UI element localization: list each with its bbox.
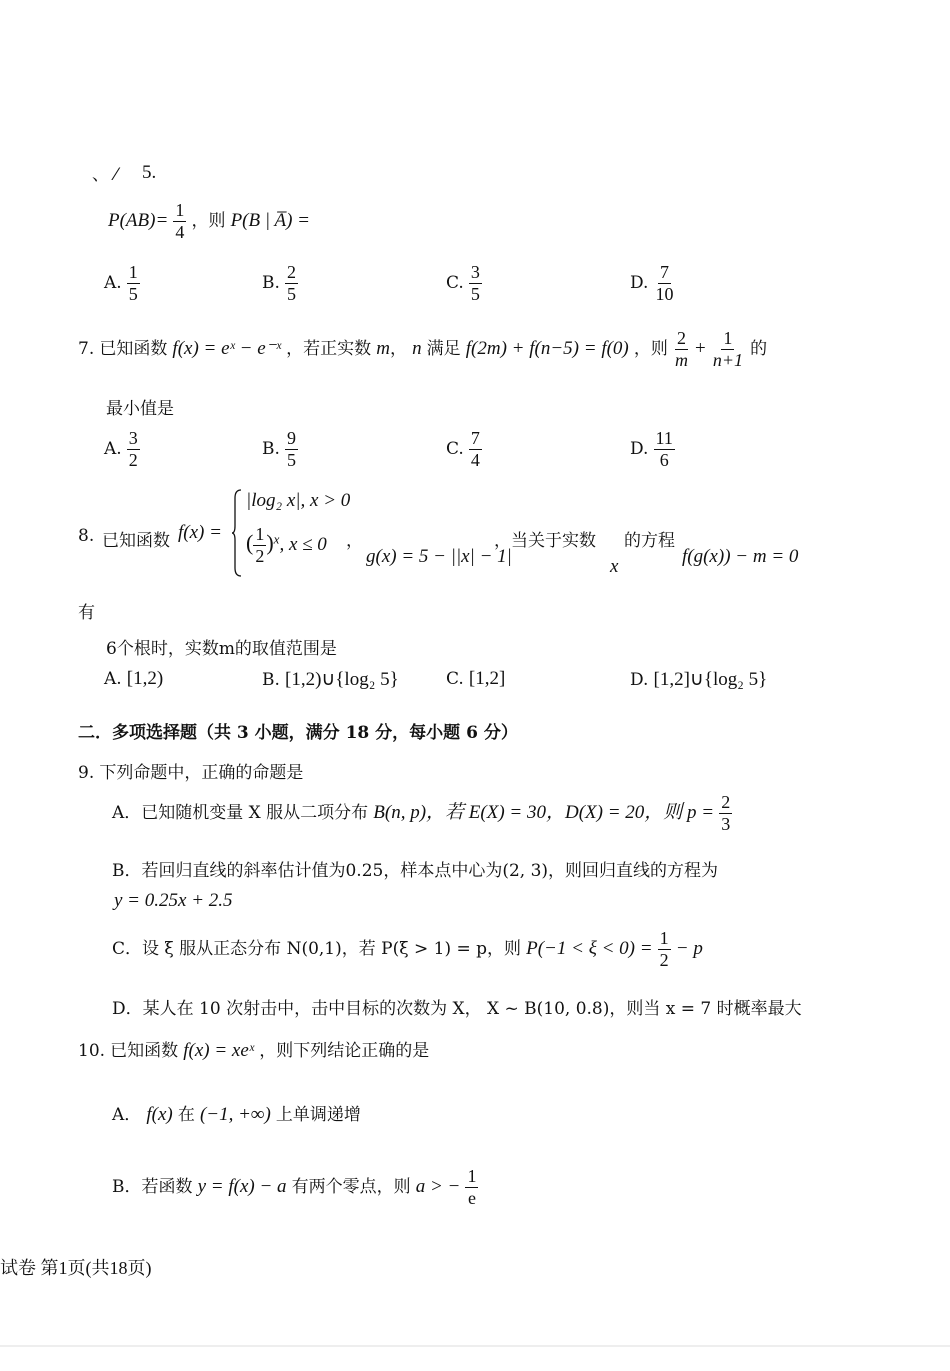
page-footer: 试卷 第1页(共18页) bbox=[0, 1258, 152, 1278]
q7-stem: 7. 已知函数 f(x) = eˣ − e⁻ˣ ，若正实数 m， n 满足 f(2m) + f(n−5) = f(0) ，则 $\frac{2}{m}$ + $\frac{1}{n+1}$ 的 bbox=[78, 328, 768, 370]
q6-option-b: B. $\frac{2}{5}$ bbox=[262, 262, 296, 304]
q9-option-c: C．设 ξ 服从正态分布 N(0,1)，若 P(ξ > 1) = p，则 P(−1 < ξ < 0) = $\frac{1}{2}$ − p bbox=[112, 928, 703, 970]
q6-option-d: D. $\frac{7}{10}$ bbox=[630, 262, 674, 304]
q8-number: 8. bbox=[78, 526, 95, 546]
top-number: 5. bbox=[142, 162, 157, 183]
q8-comma: ， bbox=[346, 531, 363, 551]
q8-equation: f(g(x)) − m = 0 bbox=[682, 546, 799, 567]
piecewise-brace-icon bbox=[232, 488, 242, 578]
q9-option-b: B．若回归直线的斜率估计值为0.25，样本点中心为(2, 3)，则回归直线的方程为 bbox=[112, 861, 719, 881]
q9-option-d: D．某人在 10 次射击中，击中目标的次数为 X， X ~ B(10, 0.8)，则当 x = 7 时概率最大 bbox=[112, 999, 802, 1019]
q7-option-d: D. $\frac{11}{6}$ bbox=[630, 428, 673, 470]
q7-option-a: A. $\frac{3}{2}$ bbox=[104, 428, 138, 470]
q8-option-d: D. [1,2]∪{log₂ 5} bbox=[630, 669, 768, 690]
q7-option-b: B. $\frac{9}{5}$ bbox=[262, 428, 296, 470]
page-bottom-edge bbox=[0, 1345, 950, 1347]
q6-option-a: A. $\frac{1}{5}$ bbox=[104, 262, 138, 304]
q10-stem: 10. 已知函数 f(x) = xeˣ ，则下列结论正确的是 bbox=[78, 1040, 430, 1061]
q9-option-b-line2: y = 0.25x + 2.5 bbox=[114, 890, 233, 911]
q10-option-a: A． f(x) 在 (−1, +∞) 上单调递增 bbox=[112, 1104, 361, 1125]
top-marks: 、 ⁄ bbox=[92, 165, 118, 185]
q9-option-a: A．已知随机变量 X 服从二项分布 B(n, p)，若 E(X) = 30，D(X) = 20，则 p = $\frac{2}{3}$ bbox=[112, 792, 731, 834]
q6-condition: P(AB)= $\frac{1}{4}$ ，则 P(B | A̅) = bbox=[108, 200, 311, 242]
q8-line3: 6个根时，实数m的取值范围是 bbox=[106, 639, 337, 659]
q8-text2: ，当关于实数 bbox=[494, 531, 596, 551]
q10-option-b: B．若函数 y = f(x) − a 有两个零点，则 a > − $\frac{1}{e}$ bbox=[112, 1166, 477, 1208]
q8-text3: 的方程 bbox=[624, 531, 675, 551]
q8-case2: ( $\frac{1}{2}$ )$^x$, x ≤ 0 bbox=[246, 524, 327, 566]
q7-option-c: C. $\frac{7}{4}$ bbox=[446, 428, 480, 470]
q8-case1: |log₂ x|, x > 0 bbox=[246, 490, 351, 511]
q8-fx: f(x) = bbox=[178, 522, 222, 543]
q8-x: x bbox=[610, 556, 619, 577]
q8-option-a: A. [1,2) bbox=[104, 668, 164, 689]
q8-you: 有 bbox=[78, 603, 95, 623]
q7-line2: 最小值是 bbox=[106, 399, 174, 419]
q8-text1: 已知函数 bbox=[102, 531, 170, 551]
q8-gx: g(x) = 5 − ||x| − 1| bbox=[366, 546, 512, 567]
q8-option-c: C. [1,2] bbox=[446, 668, 506, 689]
q9-stem: 9. 下列命题中，正确的命题是 bbox=[78, 763, 304, 783]
q8-option-b: B. [1,2)∪{log₂ 5} bbox=[262, 669, 399, 690]
section-heading: 二．多项选择题（共 3 小题，满分 18 分，每小题 6 分） bbox=[78, 723, 518, 743]
q6-option-c: C. $\frac{3}{5}$ bbox=[446, 262, 480, 304]
